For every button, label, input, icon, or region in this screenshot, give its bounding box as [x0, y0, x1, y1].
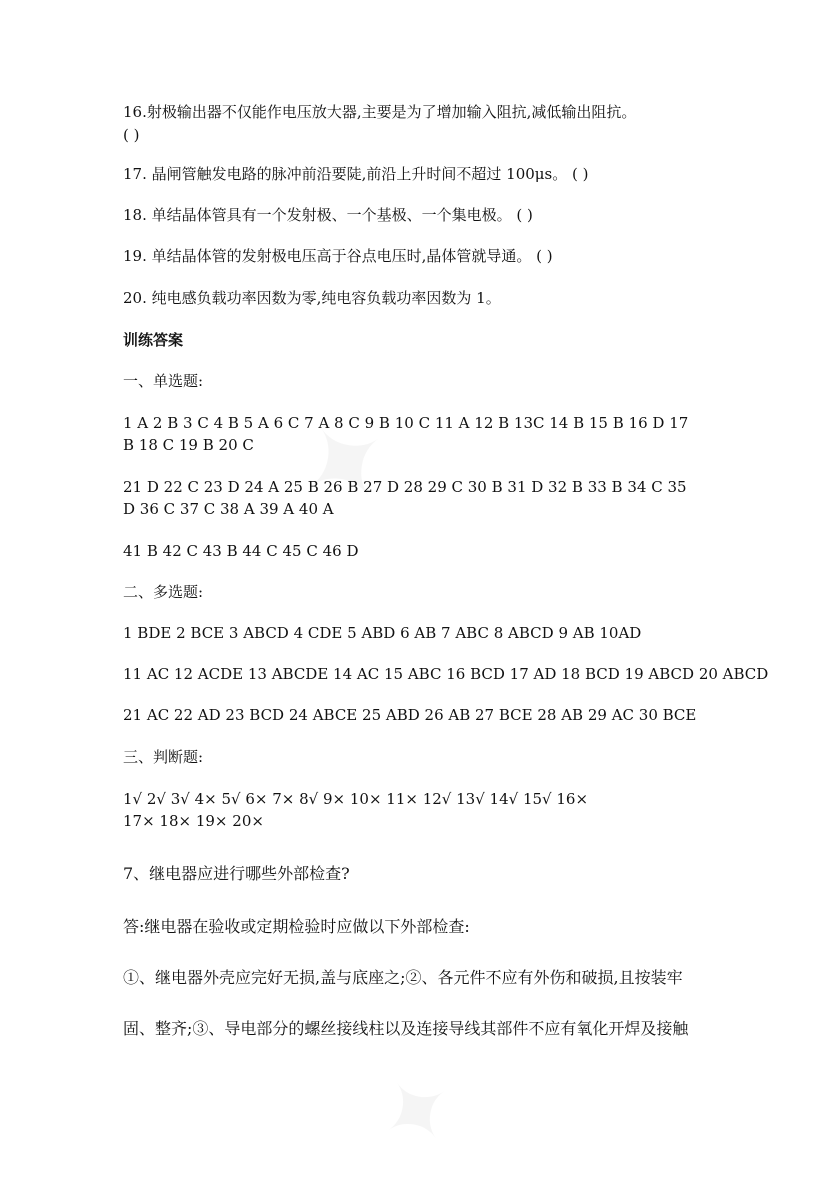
question-7: 7、继电器应进行哪些外部检查? — [123, 864, 350, 883]
answer-7-para-line2: 固、整齐;③、导电部分的螺丝接线柱以及连接导线其部件不应有氧化开焊及接触 — [123, 1019, 689, 1038]
multi-answers-line1: 1 BDE 2 BCE 3 ABCD 4 CDE 5 ABD 6 AB 7 ABC 8 ABCD 9 AB 10AD — [123, 624, 642, 642]
multi-answers-line3: 21 AC 22 AD 23 BCD 24 ABCE 25 ABD 26 AB 27 BCE 28 AB 29 AC 30 BCE — [123, 706, 697, 724]
multi-answers-line2: 11 AC 12 ACDE 13 ABCDE 14 AC 15 ABC 16 BCD 17 AD 18 BCD 19 ABCD 20 ABCD — [123, 665, 769, 683]
question-16-line2: ( ) — [123, 126, 140, 144]
section-true-false: 三、判断题: — [123, 748, 204, 766]
section-single-choice: 一、单选题: — [123, 372, 204, 390]
single-answers-line4: D 36 C 37 C 38 A 39 A 40 A — [123, 500, 334, 518]
answer-7-para-line1: ①、继电器外壳应完好无损,盖与底座之;②、各元件不应有外伤和破损,且按装牢 — [123, 968, 683, 987]
single-answers-line2: B 18 C 19 B 20 C — [123, 436, 254, 454]
judge-answers-line1: 1√ 2√ 3√ 4× 5√ 6× 7× 8√ 9× 10× 11× 12√ 13√ 14√ 15√ 16× — [123, 790, 589, 808]
judge-answers-line2: 17× 18× 19× 20× — [123, 812, 264, 830]
answers-title: 训练答案 — [123, 331, 184, 349]
watermark — [357, 1048, 479, 1177]
question-19: 19. 单结晶体管的发射极电压高于谷点电压时,晶体管就导通。 ( ) — [123, 247, 553, 265]
single-answers-line3: 21 D 22 C 23 D 24 A 25 B 26 B 27 D 28 29 C 30 B 31 D 32 B 33 B 34 C 35 — [123, 478, 687, 496]
question-18: 18. 单结晶体管具有一个发射极、一个基极、一个集电极。 ( ) — [123, 206, 533, 224]
single-answers-line5: 41 B 42 C 43 B 44 C 45 C 46 D — [123, 542, 359, 560]
section-multi-choice: 二、多选题: — [123, 583, 204, 601]
question-17: 17. 晶闸管触发电路的脉冲前沿要陡,前沿上升时间不超过 100μs。 ( ) — [123, 165, 589, 183]
answer-7-intro: 答:继电器在验收或定期检验时应做以下外部检查: — [123, 917, 470, 936]
question-16-line1: 16.射极输出器不仅能作电压放大器,主要是为了增加输入阻抗,减低输出阻抗。 — [123, 103, 637, 121]
single-answers-line1: 1 A 2 B 3 C 4 B 5 A 6 C 7 A 8 C 9 B 10 C 11 A 12 B 13C 14 B 15 B 16 D 17 — [123, 414, 689, 432]
question-20: 20. 纯电感负载功率因数为零,纯电容负载功率因数为 1。 — [123, 289, 501, 307]
